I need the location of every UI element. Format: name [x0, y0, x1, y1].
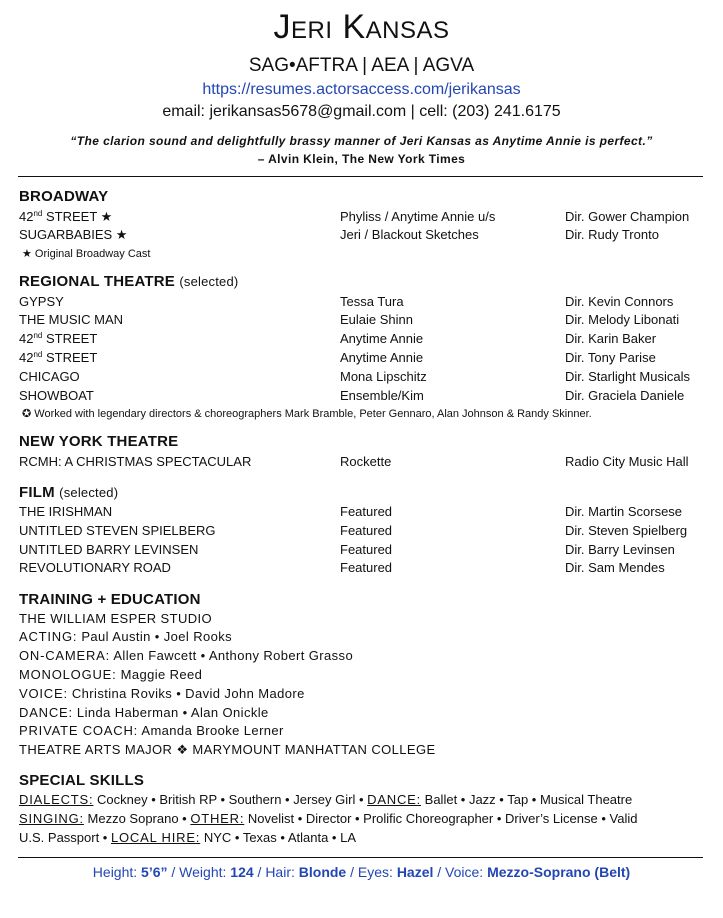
credit-show: UNTITLED STEVEN SPIELBERG [19, 523, 216, 538]
credit-row [19, 542, 709, 561]
section-skills-title: SPECIAL SKILLS [19, 772, 145, 789]
credit-row [19, 331, 709, 350]
credit-row [19, 312, 709, 331]
credit-row [19, 209, 709, 228]
training-line: ON-CAMERA: Allen Fawcett • Anthony Robert Grasso [19, 648, 354, 663]
press-quote: “The clarion sound and delightfully brassy manner of Jeri Kansas as Anytime Annie is perfect.” [70, 134, 653, 148]
section-newyork-title: NEW YORK THEATRE [19, 433, 179, 450]
credit-show: THE MUSIC MAN [19, 312, 123, 327]
credit-director: Dir. Karin Baker [565, 331, 657, 346]
credit-role: Featured [340, 504, 393, 519]
broadway-note: ★ Original Broadway Cast [22, 248, 151, 260]
credit-director: Dir. Tony Parise [565, 350, 656, 365]
training-studio: THE WILLIAM ESPER STUDIO [19, 611, 213, 626]
credit-row [19, 369, 709, 388]
credit-director: Dir. Steven Spielberg [565, 523, 688, 538]
credit-row [19, 504, 709, 523]
contact-info: email: jerikansas5678@gmail.com | cell: (203) 241.6175 [162, 103, 561, 120]
credit-row [19, 294, 709, 313]
credit-director: Dir. Melody Libonati [565, 312, 680, 327]
credit-row [19, 454, 709, 473]
credit-role: Featured [340, 560, 393, 575]
credit-role: Featured [340, 542, 393, 557]
top-divider [18, 176, 703, 177]
credit-role: Anytime Annie [340, 331, 424, 346]
skills-line: SINGING: Mezzo Soprano • OTHER: Novelist • Director • Prolific Choreographer • Driver’s License • Valid [19, 811, 638, 826]
credit-show: 42nd STREET [19, 350, 98, 365]
credit-show: REVOLUTIONARY ROAD [19, 560, 171, 575]
credit-role: Phyliss / Anytime Annie u/s [340, 209, 496, 224]
credit-role: Eulaie Shinn [340, 312, 413, 327]
credit-role: Mona Lipschitz [340, 369, 427, 384]
credit-role: Anytime Annie [340, 350, 424, 365]
credit-director: Dir. Graciela Daniele [565, 388, 685, 403]
skills-line: DIALECTS: Cockney • British RP • Southern • Jersey Girl • DANCE: Ballet • Jazz • Tap • Musical Theatre [19, 792, 633, 807]
credit-role: Jeri / Blackout Sketches [340, 227, 479, 242]
actor-name: Jeri Kansas [273, 8, 450, 46]
credit-row [19, 227, 709, 246]
credit-director: Radio City Music Hall [565, 454, 689, 469]
credit-role: Tessa Tura [340, 294, 404, 309]
union-affiliations: SAG•AFTRA | AEA | AGVA [248, 55, 475, 76]
regional-note: ✪ Worked with legendary directors & choreographers Mark Bramble, Peter Gennaro, Alan Johnson & Randy Skinner. [22, 408, 592, 420]
training-line: ACTING: Paul Austin • Joel Rooks [19, 629, 233, 644]
credit-role: Featured [340, 523, 393, 538]
credit-row [19, 560, 709, 579]
credit-show: THE IRISHMAN [19, 504, 113, 519]
resume-link[interactable]: https://resumes.actorsaccess.com/jerikansas [202, 81, 521, 98]
credit-show: 42nd STREET [19, 331, 98, 346]
credit-director: Dir. Martin Scorsese [565, 504, 683, 519]
training-line: MONOLOGUE: Maggie Reed [19, 667, 203, 682]
section-film-title: FILM (selected) [19, 484, 119, 501]
credit-director: Dir. Barry Levinsen [565, 542, 675, 557]
credit-row [19, 388, 709, 407]
credit-show: UNTITLED BARRY LEVINSEN [19, 542, 199, 557]
credit-show: SHOWBOAT [19, 388, 94, 403]
credit-row [19, 523, 709, 542]
credit-role: Rockette [340, 454, 392, 469]
credit-show: 42nd STREET ★ [19, 209, 113, 224]
press-quote-source: – Alvin Klein, The New York Times [257, 152, 466, 166]
credit-role: Ensemble/Kim [340, 388, 424, 403]
credit-director: Dir. Sam Mendes [565, 560, 665, 575]
credit-director: Dir. Gower Champion [565, 209, 690, 224]
credit-row [19, 350, 709, 369]
credit-show: SUGARBABIES ★ [19, 227, 128, 242]
section-regional-title: REGIONAL THEATRE (selected) [19, 273, 239, 290]
credit-show: CHICAGO [19, 369, 80, 384]
training-line: PRIVATE COACH: Amanda Brooke Lerner [19, 723, 284, 738]
credit-director: Dir. Rudy Tronto [565, 227, 659, 242]
bottom-divider [18, 857, 703, 858]
physical-stats: Height: 5’6” / Weight: 124 / Hair: Blonde / Eyes: Hazel / Voice: Mezzo-Soprano (Belt) [92, 864, 631, 880]
training-line: DANCE: Linda Haberman • Alan Onickle [19, 705, 269, 720]
training-education: THEATRE ARTS MAJOR ❖ MARYMOUNT MANHATTAN COLLEGE [19, 742, 436, 757]
credit-show: RCMH: A CHRISTMAS SPECTACULAR [19, 454, 252, 469]
section-training-title: TRAINING + EDUCATION [19, 591, 201, 608]
credit-director: Dir. Kevin Connors [565, 294, 674, 309]
credit-show: GYPSY [19, 294, 64, 309]
training-line: VOICE: Christina Roviks • David John Madore [19, 686, 305, 701]
skills-line: U.S. Passport • LOCAL HIRE: NYC • Texas • Atlanta • LA [19, 830, 356, 845]
credit-director: Dir. Starlight Musicals [565, 369, 690, 384]
section-broadway-title: BROADWAY [19, 188, 109, 205]
